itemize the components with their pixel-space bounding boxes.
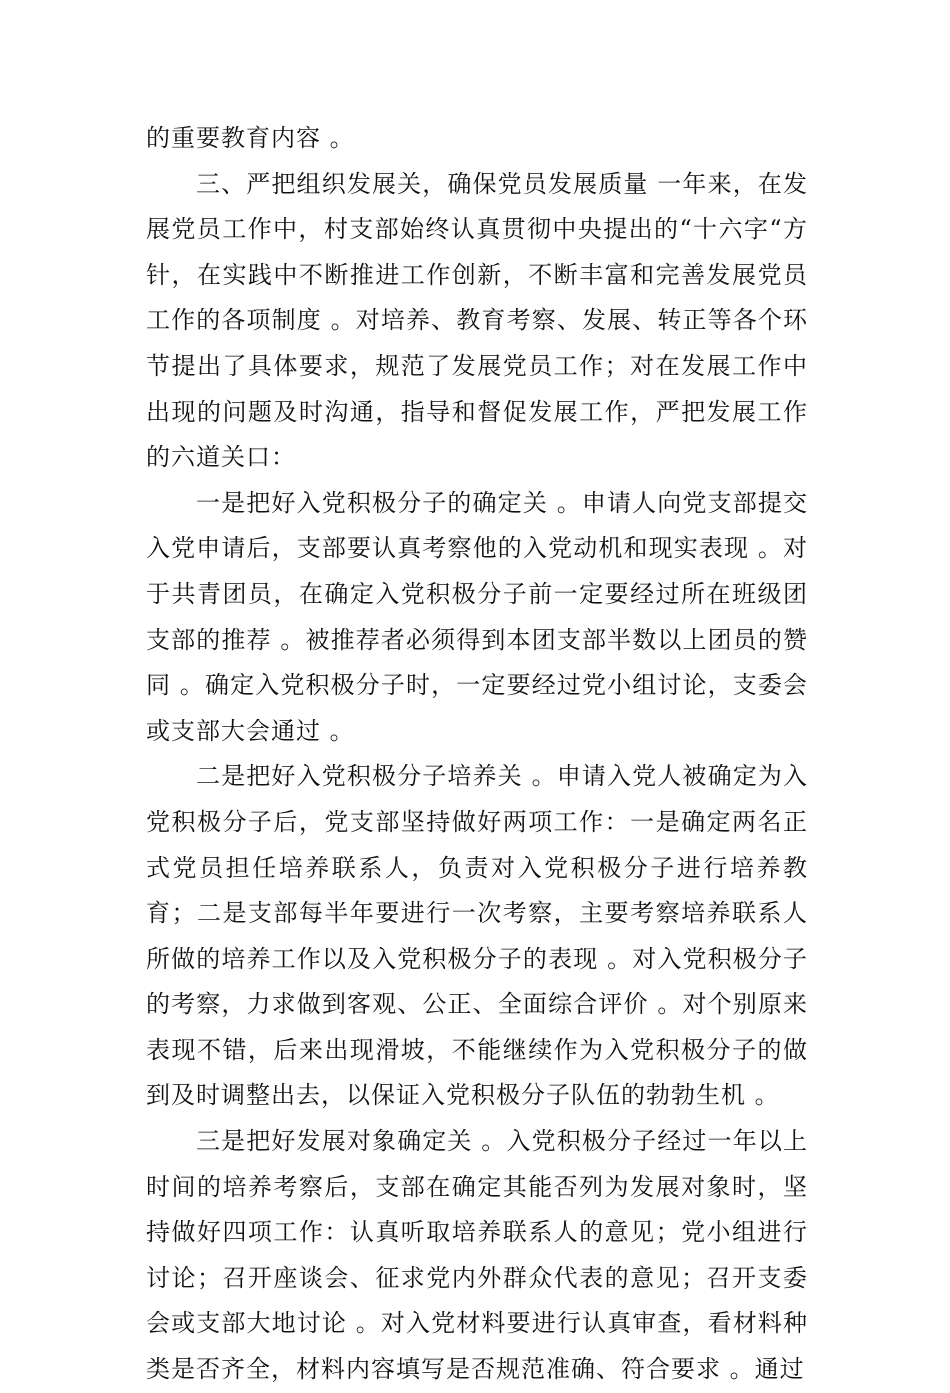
paragraph-item-one: 一是把好入党积极分子的确定关 。申请人向党支部提交入党申请后，支部要认真考察他的入党动机和现实表现 。对于共青团员，在确定入党积极分子前一定要经过所在班级团支部的推荐 。被推荐者必须得到本团支部半数以上团员的赞同 。确定入党积极分子时，一定要经过党小组讨论，支委会或支部大会通过 。: [146, 488, 808, 745]
document-body: [146, 116, 808, 1393]
paragraph-item-two: 二是把好入党积极分子培养关 。申请入党人被确定为入党积极分子后，党支部坚持做好两项工作：一是确定两名正式党员担任培养联系人，负责对入党积极分子进行培养教育；二是支部每半年要进行一次考察，主要考察培养联系人所做的培养工作以及入党积极分子的表现 。对入党积极分子的考察，力求做到客观、公正、全面综合评价 。对个别原来表现不错，后来出现滑坡，不能继续作为入党积极分子的做到及时调整出去，以保证入党积极分子队伍的勃勃生机 。: [146, 762, 808, 1110]
paragraph-continuation: 的重要教育内容 。: [146, 124, 355, 152]
paragraph-item-three: 三是把好发展对象确定关 。入党积极分子经过一年以上时间的培养考察后，支部在确定其能否列为发展对象时，坚持做好四项工作：认真听取培养联系人的意见；党小组进行讨论；召开座谈会、征求党内外群众代表的意见；召开支委会或支部大地讨论 。对入党材料要进行认真审查，看材料种类是否齐全，材料内容填写是否规范准确、符合要求 。通过: [146, 1127, 808, 1384]
paragraph-section-three: 三、严把组织发展关，确保党员发展质量 一年来，在发展党员工作中，村支部始终认真贯彻中央提出的“十六字“方针，在实践中不断推进工作创新，不断丰富和完善发展党员工作的各项制度 。对培养、教育考察、发展、转正等各个环节提出了具体要求，规范了发展党员工作；对在发展工作中出现的问题及时沟通，指导和督促发展工作，严把发展工作的六道关口：: [146, 169, 808, 472]
